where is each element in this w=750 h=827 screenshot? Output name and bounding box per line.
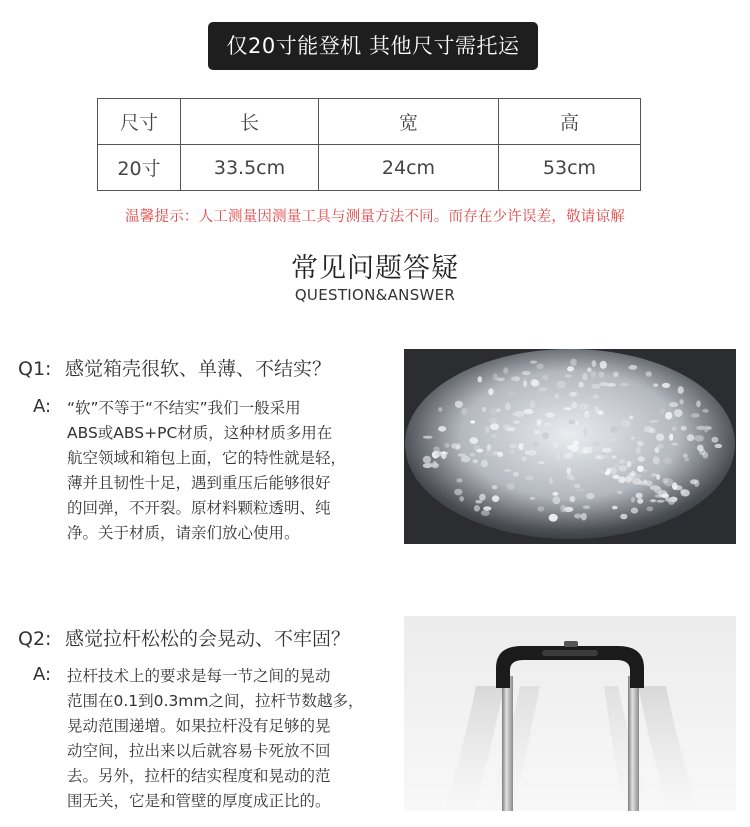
plastic-granules-image bbox=[404, 349, 736, 544]
faq-question-2 bbox=[18, 624, 350, 651]
faq-subtitle: QUESTION&ANSWER bbox=[294, 286, 456, 304]
table-row bbox=[98, 145, 641, 191]
answer-line: 围无关，它是和管壁的厚度成正比的。 bbox=[67, 792, 331, 810]
answer-line: 薄并且韧性十足，遇到重压后能够很好 bbox=[67, 474, 331, 492]
answer-line: 净。关于材质，请亲们放心使用。 bbox=[67, 524, 300, 542]
trolley-handle-image bbox=[404, 616, 736, 811]
question-text: 感觉箱壳很软、单薄、不结实？ bbox=[65, 358, 332, 380]
answer-line: 晃动范围递增。如果拉杆没有足够的晃 bbox=[67, 717, 331, 735]
answer-line: “软”不等于“不结实”我们一般采用 bbox=[67, 399, 301, 417]
answer-label: A: bbox=[33, 664, 52, 685]
answer-line: 去。另外，拉杆的结实程度和晃动的范 bbox=[67, 767, 331, 785]
question-text: 感觉拉杆松松的会晃动、不牢固？ bbox=[65, 628, 351, 650]
question-label: Q1: bbox=[18, 358, 52, 380]
faq-answer-2 bbox=[67, 664, 397, 814]
table-header-cell: 尺寸 bbox=[98, 99, 181, 145]
measurement-tip: 温馨提示：人工测量因测量工具与测量方法不同。而存在少许误差，敬请谅解 bbox=[125, 209, 625, 225]
table-cell: 24cm bbox=[319, 145, 499, 191]
table-cell: 53cm bbox=[499, 145, 641, 191]
size-table bbox=[97, 98, 641, 191]
faq-answer-1 bbox=[67, 396, 397, 546]
carry-on-banner: 仅20寸能登机 其他尺寸需托运 bbox=[208, 22, 538, 70]
faq-question-1 bbox=[18, 354, 331, 381]
answer-line: 拉杆技术上的要求是每一节之间的晃动 bbox=[67, 667, 331, 685]
table-header-cell: 宽 bbox=[319, 99, 499, 145]
answer-line: 的回弹，不开裂。原材料颗粒透明、纯 bbox=[67, 499, 331, 517]
table-header-cell: 长 bbox=[181, 99, 319, 145]
answer-line: ABS或ABS+PC材质，这种材质多用在 bbox=[67, 424, 333, 442]
table-cell: 33.5cm bbox=[181, 145, 319, 191]
answer-line: 航空领域和箱包上面，它的特性就是轻， bbox=[67, 449, 347, 467]
table-cell: 20寸 bbox=[98, 145, 181, 191]
faq-title: 常见问题答疑 bbox=[291, 253, 459, 284]
question-label: Q2: bbox=[18, 628, 52, 650]
table-header-row bbox=[98, 99, 641, 145]
table-header-cell: 高 bbox=[499, 99, 641, 145]
answer-line: 动空间，拉出来以后就容易卡死放不回 bbox=[67, 742, 331, 760]
answer-label: A: bbox=[33, 396, 52, 417]
answer-line: 范围在0.1到0.3mm之间，拉杆节数越多， bbox=[67, 692, 364, 710]
